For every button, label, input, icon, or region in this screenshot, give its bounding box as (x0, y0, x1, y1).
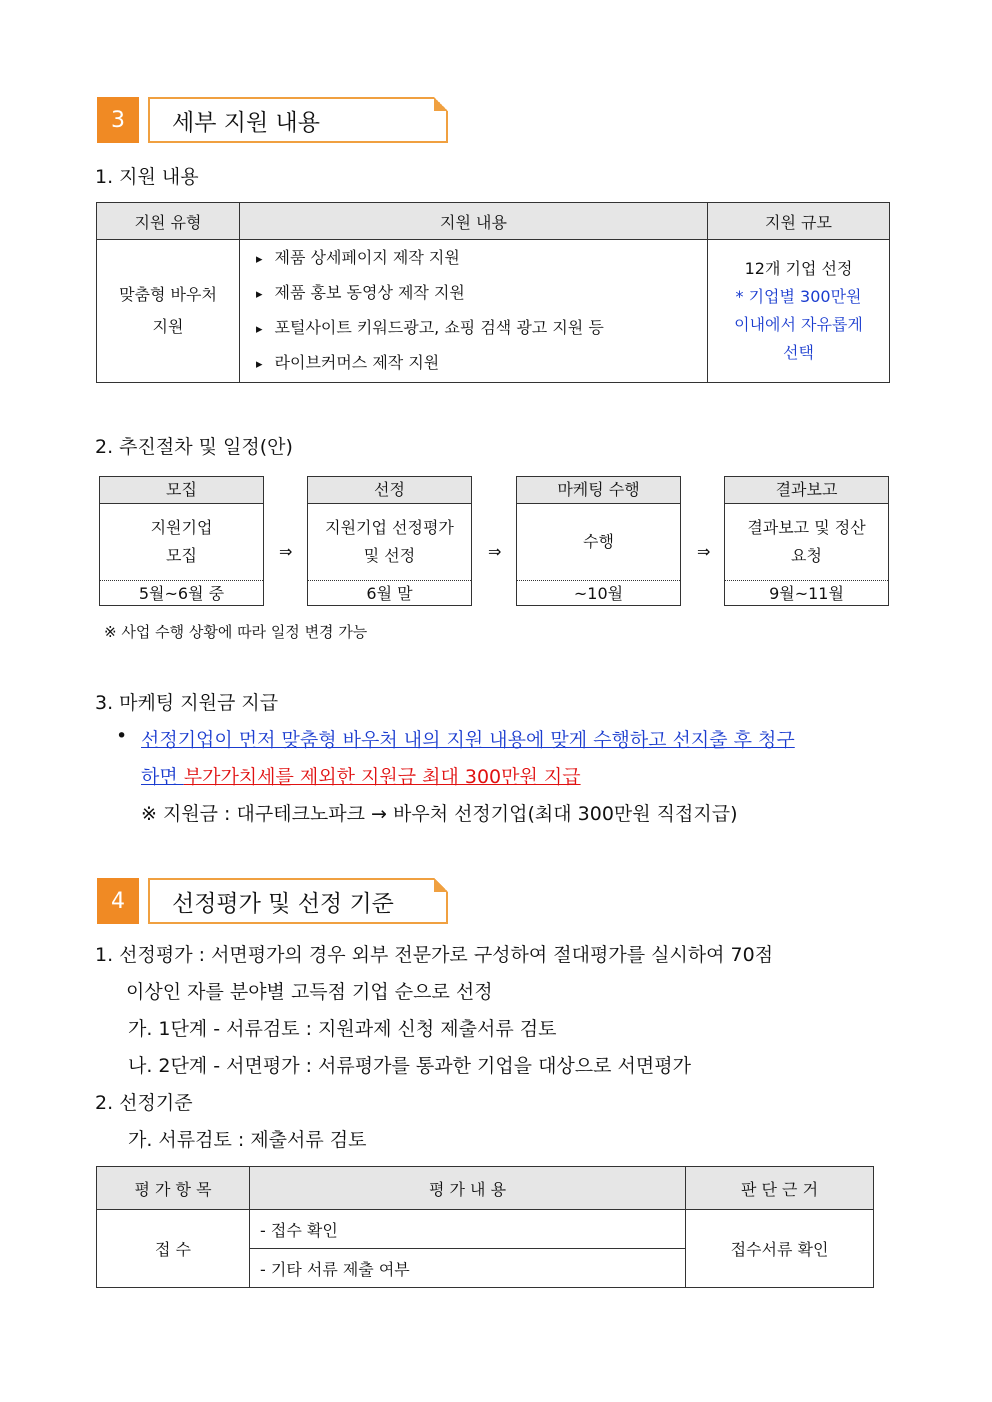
payment-text: 선정기업이 먼저 맞춤형 바우처 내의 지원 내용에 맞게 수행하고 선지출 후 청구 (141, 729, 795, 751)
bullet-icon: ▸ (256, 287, 263, 302)
arrow-icon: ⇒ (279, 542, 293, 561)
eval-content-cell: - 접수 확인 (250, 1210, 686, 1249)
flow-step-period: ~10월 (573, 584, 624, 603)
criteria-line: 1. 선정평가 : 서면평가의 경우 외부 전문가로 구성하여 절대평가를 실시하여 70점 (95, 944, 774, 966)
criteria-line: 가. 1단계 - 서류검토 : 지원과제 신청 제출서류 검토 (128, 1018, 557, 1040)
flow-step (724, 476, 889, 606)
support-type-cell (97, 240, 240, 383)
subsection-title: 2. 추진절차 및 일정(안) (95, 436, 293, 458)
list-item: ▸ 포털사이트 키워드광고, 쇼핑 검색 광고 지원 등 (256, 318, 604, 337)
support-type-line: 지원 (152, 317, 184, 336)
criteria-line: 이상인 자를 분야별 고득점 기업 순으로 선정 (126, 981, 493, 1003)
criteria-line: 가. 서류검토 : 제출서류 검토 (128, 1129, 367, 1151)
table-header: 지원 유형 (97, 203, 240, 240)
subsection-title: 1. 지원 내용 (95, 166, 199, 188)
flow-step-period: 6월 말 (366, 584, 413, 603)
flow-step-period: 5월~6월 중 (138, 584, 225, 603)
flow-step-body: 지원기업 모집 (100, 504, 263, 581)
bullet-icon: ▸ (256, 252, 263, 267)
scale-note: * 기업별 300만원 (735, 287, 862, 306)
flow-step-head: 선정 (308, 477, 471, 504)
table-header: 판 단 근 거 (686, 1167, 874, 1210)
section-title: 선정평가 및 선정 기준 (148, 878, 448, 924)
subsection-title: 3. 마케팅 지원금 지급 (95, 692, 279, 714)
support-scale-cell (708, 240, 890, 383)
flow-step-head: 마케팅 수행 (517, 477, 680, 504)
bullet-icon: ▸ (256, 357, 263, 372)
flow-step-body: 수행 (517, 504, 680, 581)
arrow-icon: ⇒ (488, 542, 502, 561)
eval-item-cell: 접 수 (97, 1210, 250, 1288)
flow-step-period: 9월~11월 (769, 584, 844, 603)
payment-text: 하면 부가가치세를 제외한 지원금 최대 300만원 지급 (141, 766, 581, 788)
table-header: 평 가 내 용 (250, 1167, 686, 1210)
eval-content-cell: - 기타 서류 제출 여부 (250, 1249, 686, 1288)
flow-step-head: 결과보고 (725, 477, 888, 504)
eval-basis-cell: 접수서류 확인 (686, 1210, 874, 1288)
flow-step (307, 476, 472, 606)
list-item: ▸ 라이브커머스 제작 지원 (256, 353, 440, 372)
scale-note: 이내에서 자유롭게 (734, 315, 863, 334)
list-item: ▸ 제품 상세페이지 제작 지원 (256, 248, 460, 267)
flow-step (516, 476, 681, 606)
support-type-line: 맞춤형 바우처 (119, 285, 217, 304)
section-number: 3 (97, 97, 139, 143)
flow-step-body: 지원기업 선정평가 및 선정 (308, 504, 471, 581)
bullet-icon: ▸ (256, 322, 263, 337)
flow-step-head: 모집 (100, 477, 263, 504)
table-header: 지원 내용 (240, 203, 708, 240)
flow-step (99, 476, 264, 606)
scale-note: 선택 (783, 343, 814, 362)
schedule-note: ※ 사업 수행 상황에 따라 일정 변경 가능 (104, 623, 368, 641)
flow-step-body: 결과보고 및 정산 요청 (725, 504, 888, 581)
criteria-line: 나. 2단계 - 서면평가 : 서류평가를 통과한 기업을 대상으로 서면평가 (128, 1055, 691, 1077)
bullet-icon: • (116, 725, 128, 747)
section-number: 4 (97, 878, 139, 924)
section-title: 세부 지원 내용 (148, 97, 448, 143)
table-header: 지원 규모 (708, 203, 890, 240)
table-header: 평 가 항 목 (97, 1167, 250, 1210)
list-item: ▸ 제품 홍보 동영상 제작 지원 (256, 283, 465, 302)
criteria-line: 2. 선정기준 (95, 1092, 193, 1114)
arrow-icon: ⇒ (697, 542, 711, 561)
evaluation-table (96, 1166, 874, 1288)
payment-note: ※ 지원금 : 대구테크노파크 → 바우처 선정기업(최대 300만원 직접지급) (141, 803, 738, 825)
scale-line: 12개 기업 선정 (744, 259, 853, 278)
support-table (96, 202, 890, 383)
support-content-cell (240, 240, 708, 383)
